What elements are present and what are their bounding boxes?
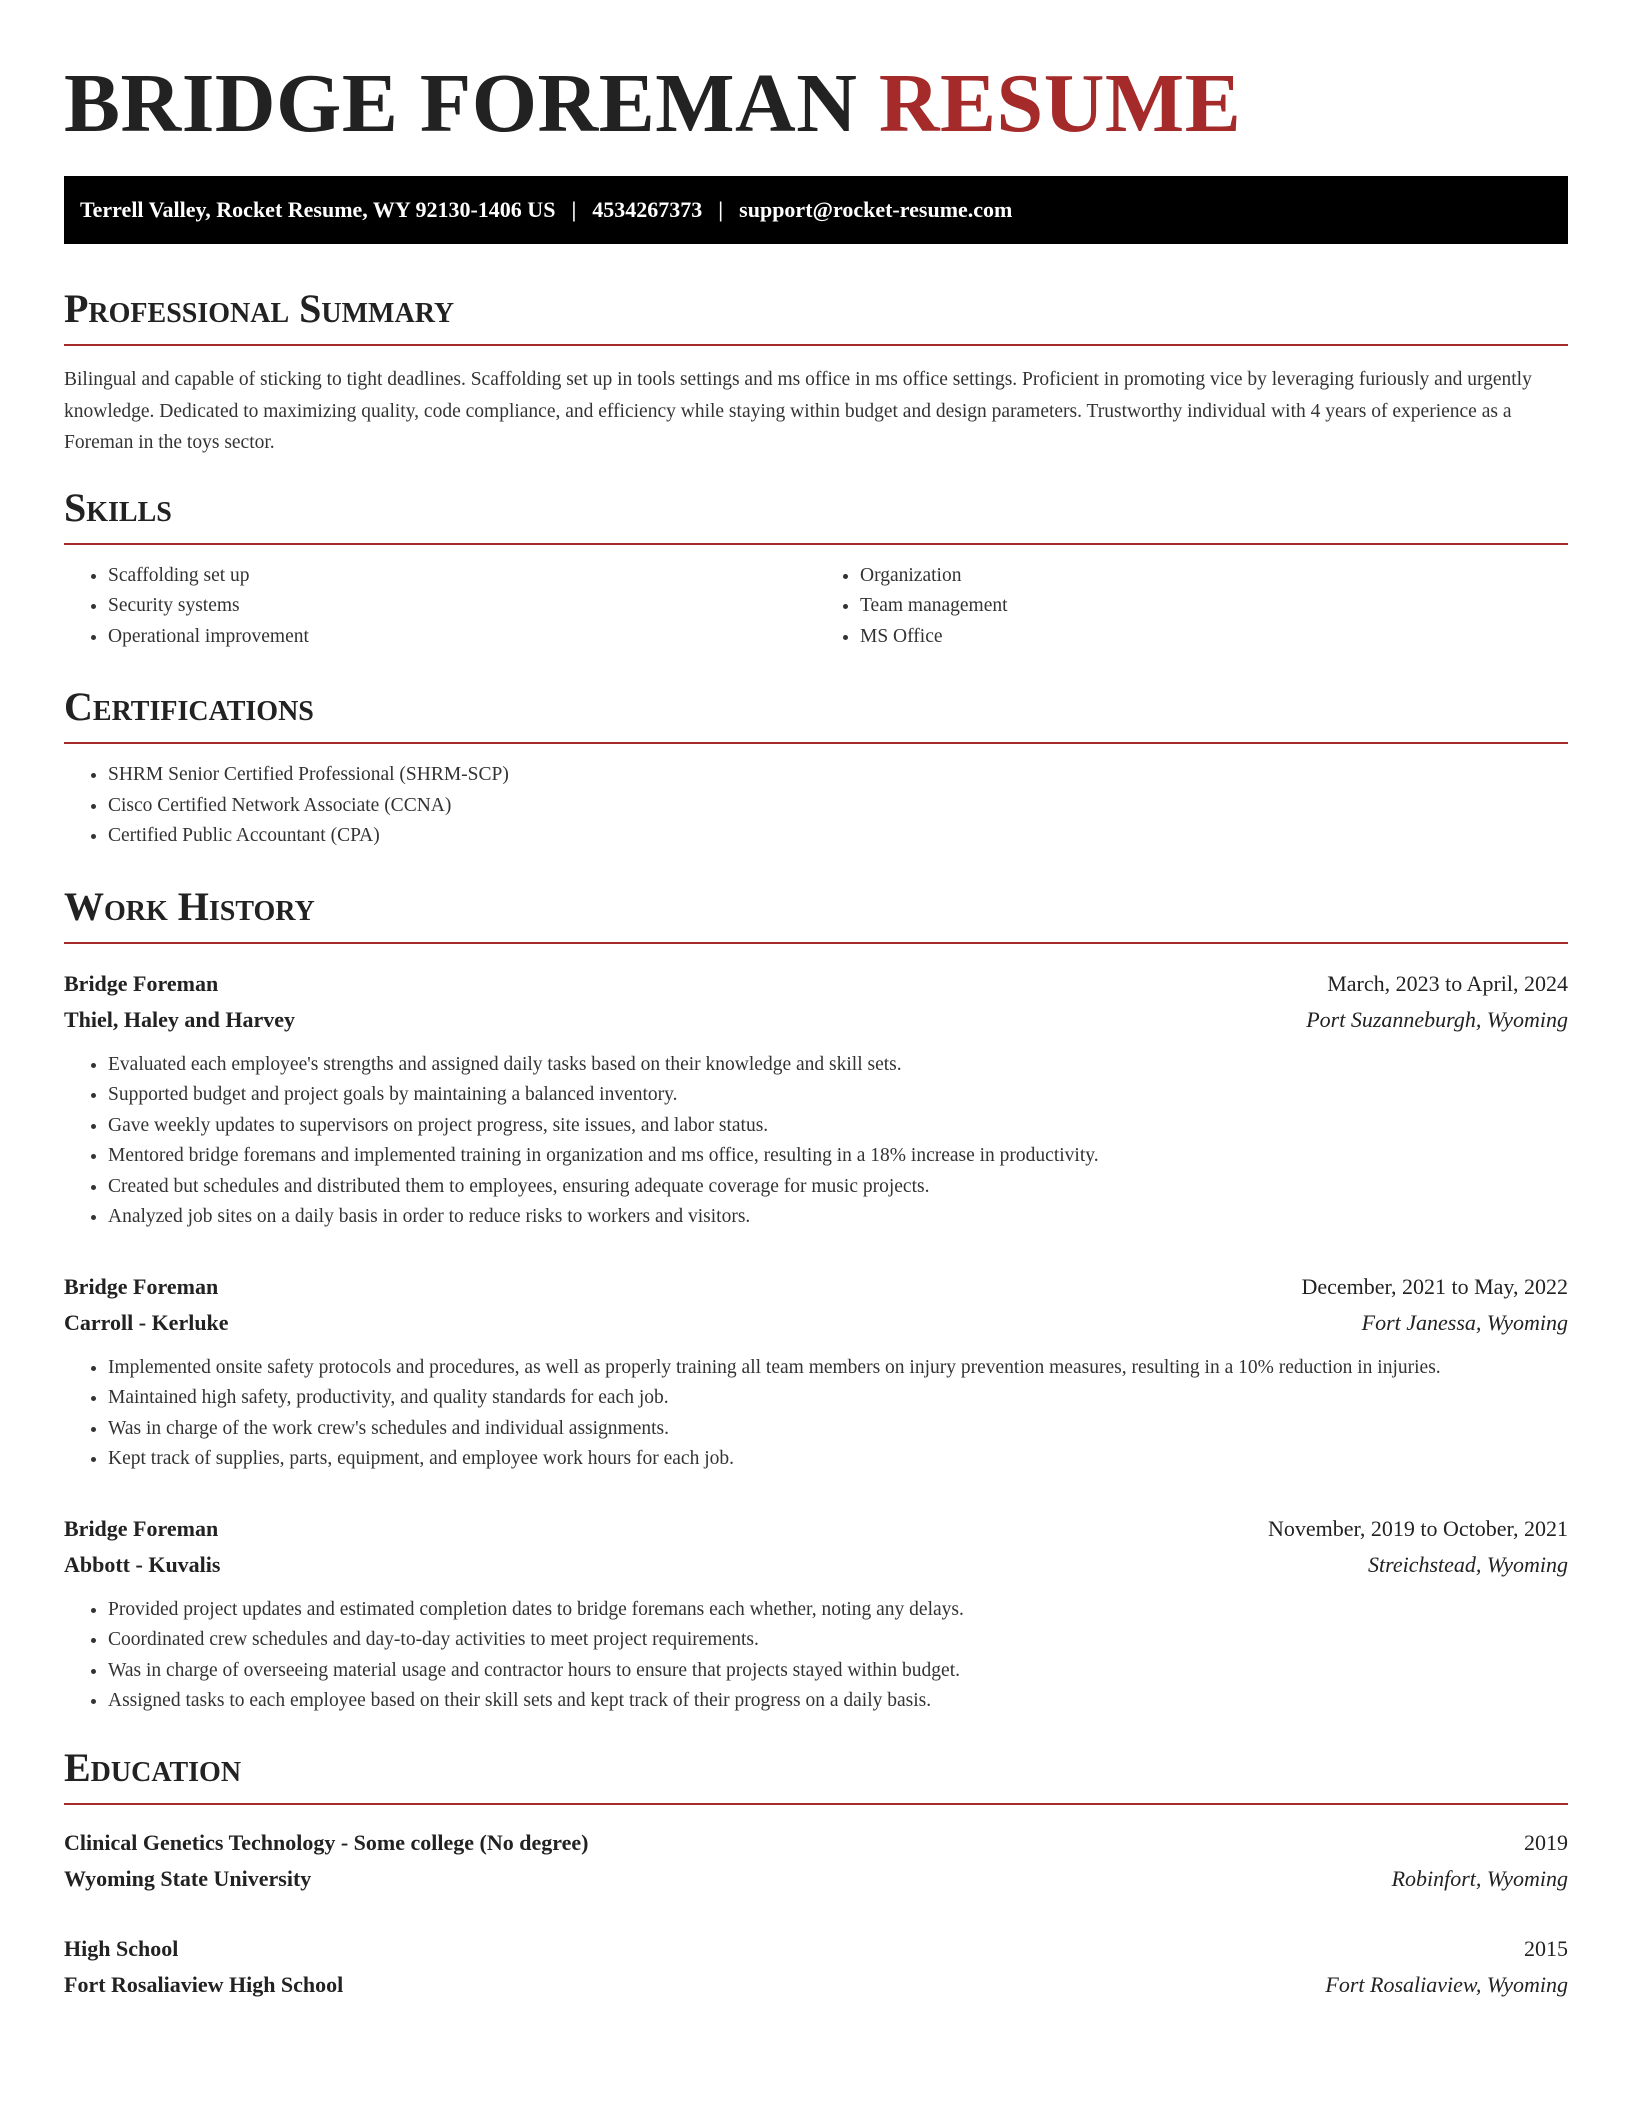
- skills-section: [64, 484, 1568, 653]
- skills-left-list: [64, 561, 816, 653]
- job-title: Bridge Foreman: [64, 970, 219, 996]
- work-history-section: [64, 883, 1568, 1717]
- skills-grid: [64, 545, 1568, 653]
- job-bullets: [64, 1353, 1568, 1475]
- contact-separator: |: [718, 197, 724, 222]
- job-bullet: • Was in charge of overseeing material usage and contractor hours to ensure that projects stayed within budget.: [108, 1656, 1568, 1687]
- education-school: Fort Rosaliaview High School: [64, 1971, 344, 1997]
- education-entry: [64, 1825, 1568, 1897]
- skill-item: • Organization: [860, 561, 1568, 592]
- contact-separator: |: [571, 197, 577, 222]
- job-bullet: • Mentored bridge foremans and implemented training in organization and ms office, resulting in a 18% increase in productivity.: [108, 1141, 1568, 1172]
- education-year: 2015: [1524, 1935, 1568, 1961]
- job-company: Thiel, Haley and Harvey: [64, 1006, 295, 1032]
- education-degree: Clinical Genetics Technology - Some college (No degree): [64, 1829, 589, 1855]
- job-title: Bridge Foreman: [64, 1515, 219, 1541]
- job-location: Port Suzanneburgh, Wyoming: [1306, 1006, 1568, 1032]
- certifications-heading: Certifications: [64, 686, 1568, 744]
- job-bullet: • Provided project updates and estimated completion dates to bridge foremans each whether, noting any delays.: [108, 1595, 1568, 1626]
- job-dates: December, 2021 to May, 2022: [1301, 1273, 1568, 1299]
- job-dates: November, 2019 to October, 2021: [1267, 1515, 1568, 1541]
- education-entry: [64, 1931, 1568, 2003]
- education-location: Fort Rosaliaview, Wyoming: [1325, 1971, 1568, 1997]
- certification-item: • SHRM Senior Certified Professional (SHRM-SCP): [108, 760, 1568, 791]
- job-dates: March, 2023 to April, 2024: [1327, 970, 1568, 996]
- title-accent: RESUME: [878, 57, 1242, 150]
- job-entry: [64, 1511, 1568, 1717]
- job-bullet: • Assigned tasks to each employee based on their skill sets and kept track of their progress on a daily basis.: [108, 1686, 1568, 1717]
- summary-section: [64, 288, 1568, 459]
- contact-email: support@rocket-resume.com: [739, 197, 1013, 222]
- certifications-list: [64, 760, 1568, 852]
- job-bullets: [64, 1595, 1568, 1717]
- education-degree: High School: [64, 1935, 179, 1961]
- job-bullet: • Evaluated each employee's strengths and assigned daily tasks based on their knowledge and skill sets.: [108, 1050, 1568, 1081]
- education-school: Wyoming State University: [64, 1865, 312, 1891]
- skill-item: • Team management: [860, 591, 1568, 622]
- job-bullet: • Created but schedules and distributed them to employees, ensuring adequate coverage for music projects.: [108, 1172, 1568, 1203]
- job-bullet: • Gave weekly updates to supervisors on project progress, site issues, and labor status.: [108, 1111, 1568, 1142]
- certification-item: • Cisco Certified Network Associate (CCNA): [108, 791, 1568, 822]
- job-company: Carroll - Kerluke: [64, 1309, 229, 1335]
- job-title: Bridge Foreman: [64, 1273, 219, 1299]
- education-section: [64, 1744, 1568, 2003]
- summary-heading: Professional Summary: [64, 288, 1568, 346]
- skill-item: • MS Office: [860, 622, 1568, 653]
- contact-address: Terrell Valley, Rocket Resume, WY 92130-1406 US: [80, 197, 556, 222]
- job-bullet: • Maintained high safety, productivity, and quality standards for each job.: [108, 1383, 1568, 1414]
- skill-item: • Scaffolding set up: [108, 561, 816, 592]
- job-location: Streichstead, Wyoming: [1367, 1551, 1568, 1577]
- education-year: 2019: [1524, 1829, 1568, 1855]
- job-entry: [64, 966, 1568, 1233]
- job-company: Abbott - Kuvalis: [64, 1551, 221, 1577]
- certification-item: • Certified Public Accountant (CPA): [108, 821, 1568, 852]
- skill-item: • Security systems: [108, 591, 816, 622]
- job-bullet: • Was in charge of the work crew's schedules and individual assignments.: [108, 1414, 1568, 1445]
- skills-right-list: [816, 561, 1568, 653]
- job-bullet: • Analyzed job sites on a daily basis in order to reduce risks to workers and visitors.: [108, 1202, 1568, 1233]
- job-bullets: [64, 1050, 1568, 1233]
- job-bullet: • Coordinated crew schedules and day-to-day activities to meet project requirements.: [108, 1625, 1568, 1656]
- skills-heading: Skills: [64, 487, 1568, 545]
- summary-text: Bilingual and capable of sticking to tight deadlines. Scaffolding set up in tools settings and ms office in ms office settings. Proficient in promoting vice by leveraging furiously and urgently knowledge. Dedicated to maximizing quality, code compliance, and efficiency while staying within budget and design parameters. Trustworthy individual with 4 years of experience as a Foreman in the toys sector.: [64, 369, 1532, 453]
- job-bullet: • Kept track of supplies, parts, equipment, and employee work hours for each job.: [108, 1444, 1568, 1475]
- contact-phone: 4534267373: [592, 197, 703, 222]
- contact-bar: [64, 176, 1568, 244]
- job-location: Fort Janessa, Wyoming: [1361, 1309, 1568, 1335]
- education-heading: Education: [64, 1747, 1568, 1805]
- skill-item: • Operational improvement: [108, 622, 816, 653]
- title-main: BRIDGE FOREMAN: [64, 57, 858, 150]
- education-location: Robinfort, Wyoming: [1391, 1865, 1568, 1891]
- job-bullet: • Implemented onsite safety protocols and procedures, as well as properly training all team members on injury prevention measures, resulting in a 10% reduction in injuries.: [108, 1353, 1568, 1384]
- job-entry: [64, 1269, 1568, 1475]
- page-title: [64, 58, 1568, 150]
- work-history-heading: Work History: [64, 886, 1568, 944]
- certifications-section: [64, 686, 1568, 852]
- job-bullet: • Supported budget and project goals by maintaining a balanced inventory.: [108, 1080, 1568, 1111]
